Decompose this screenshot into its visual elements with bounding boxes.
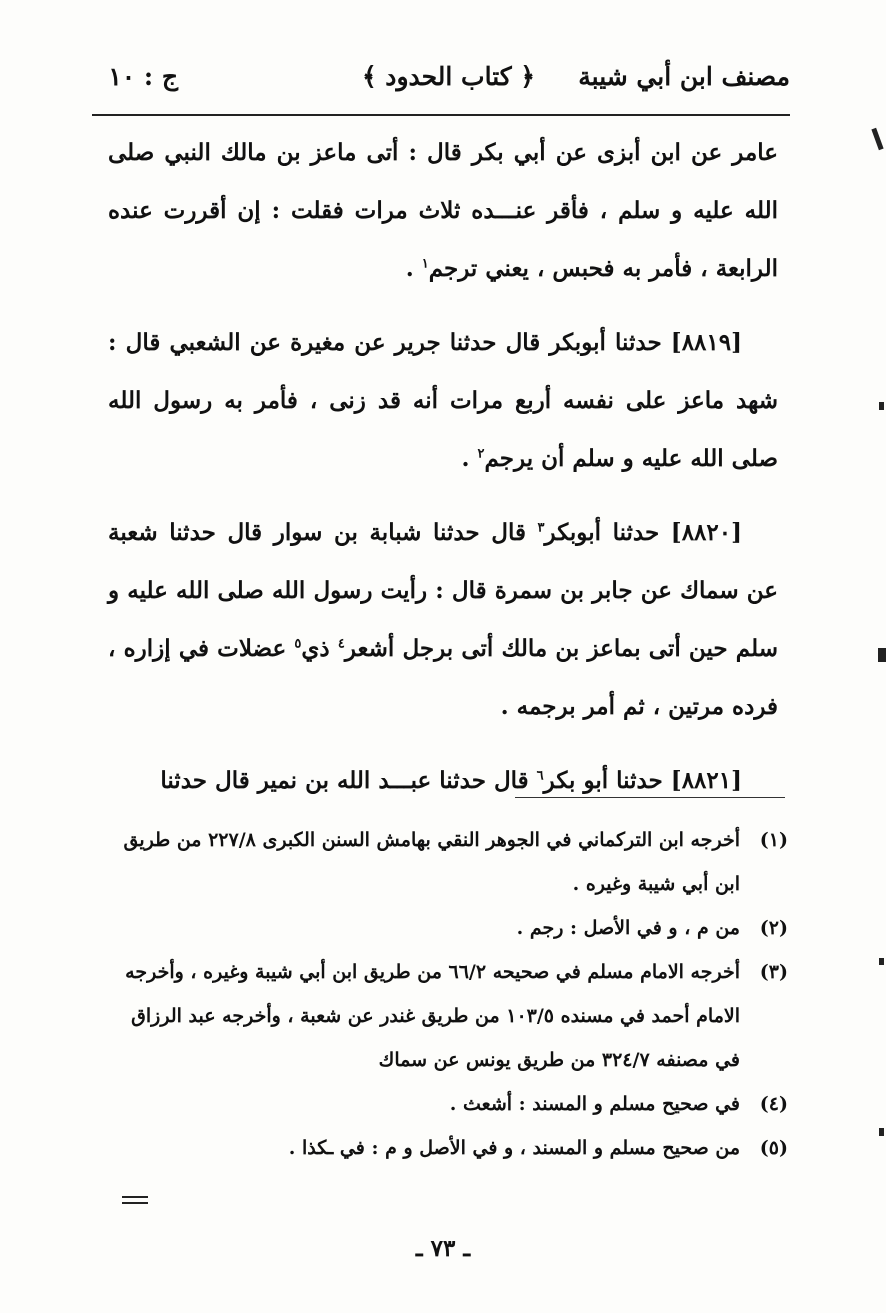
running-header	[95, 58, 790, 110]
footnote-2	[108, 906, 788, 950]
chapter-title: ﴿ كتاب الحدود ﴾	[361, 62, 535, 91]
header-rule	[92, 114, 790, 116]
footnote-ref: ٣	[537, 520, 545, 536]
hadith-number: [٨٨١٩]	[670, 329, 742, 356]
hadith-8821: [٨٨٢١] حدثنا أبو بكر$^٦$ قال حدثنا عبـــد الله بن نمير قال حدثنا	[160, 767, 742, 794]
scan-edge-mark	[878, 648, 886, 662]
hadith-number: [٨٨٢٠]	[670, 519, 742, 546]
footnote-3	[108, 950, 788, 1082]
footnote-marker: (٢)	[759, 917, 788, 939]
page-number: ـ ٧٣ ـ	[415, 1235, 471, 1262]
footnote-text: من صحيح مسلم و المسند ، و في الأصل و م : في ـكذا .	[288, 1137, 740, 1159]
footnote-text: أخرجه الامام مسلم في صحيحه ٦٦/٢ من طريق ابن أبي شيبة وغيره ، وأخرجه الامام أحمد في مسنده ١٠٣/٥ من طريق غندر عن شعبة ، وأخرجه عبد الرزاق في مصنفه ٣٢٤/٧ من طريق يونس عن سماك	[125, 961, 740, 1071]
footnote-ref: ٤	[337, 636, 345, 652]
hadith-number: [٨٨٢١]	[670, 767, 742, 794]
footnote-1	[108, 818, 788, 906]
footnote-ref: ٥	[294, 636, 302, 652]
scan-edge-mark	[879, 1128, 884, 1136]
footnote-marker: (٤)	[759, 1093, 788, 1115]
footnote-text: في صحيح مسلم و المسند : أشعث .	[449, 1093, 740, 1115]
scan-edge-mark	[879, 958, 884, 965]
footnote-marker: (١)	[759, 829, 788, 851]
paragraph-continuation: عامر عن ابن أبزى عن أبي بكر قال : أتى ماعز بن مالك النبي صلى الله عليه و سلم ، فأقر عنـــده ثلاث مرات فقلت : إن أقررت عنده الرابعة ، فأمر به فحبس ، يعني ترجم$^١$ .	[108, 139, 778, 282]
footnote-4	[108, 1082, 788, 1126]
volume-number: ج : ١٠	[108, 62, 178, 91]
main-text	[108, 124, 778, 826]
footnote-ref: ٢	[477, 446, 485, 462]
footnote-ref: ٦	[536, 768, 544, 784]
footnote-text: من م ، و في الأصل : رجم .	[516, 917, 740, 939]
footnote-separator	[515, 797, 785, 798]
book-title: مصنف ابن أبي شيبة	[578, 62, 790, 91]
scan-edge-mark	[871, 128, 883, 150]
footnote-marker: (٥)	[759, 1137, 788, 1159]
footnote-5	[108, 1126, 788, 1170]
footnotes	[108, 818, 788, 1170]
footnote-marker: (٣)	[759, 961, 788, 983]
hadith-8820: [٨٨٢٠] حدثنا أبوبكر$^٣$ قال حدثنا شبابة بن سوار قال حدثنا شعبة عن سماك عن جابر بن سمرة قال : رأيت رسول الله صلى الله عليه و سلم حين أتى بماعز بن مالك أتى برجل أشعر$^٤$ ذي$^٥$ عضلات في إزاره ، فرده مرتين ، ثم أمر برجمه .	[108, 519, 778, 720]
hadith-8819: [٨٨١٩] حدثنا أبوبكر قال حدثنا جرير عن مغيرة عن الشعبي قال : شهد ماعز على نفسه أربع مرات أنه قد زنى ، فأمر به رسول الله صلى الله عليه و سلم أن يرجم$^٢$ .	[108, 329, 778, 472]
scan-edge-mark	[879, 402, 884, 410]
footnote-text: أخرجه ابن التركماني في الجوهر النقي بهامش السنن الكبرى ٢٢٧/٨ من طريق ابن أبي شيبة وغيره .	[123, 829, 740, 895]
footnote-ref: ١	[421, 256, 429, 272]
continuation-mark	[122, 1196, 148, 1204]
